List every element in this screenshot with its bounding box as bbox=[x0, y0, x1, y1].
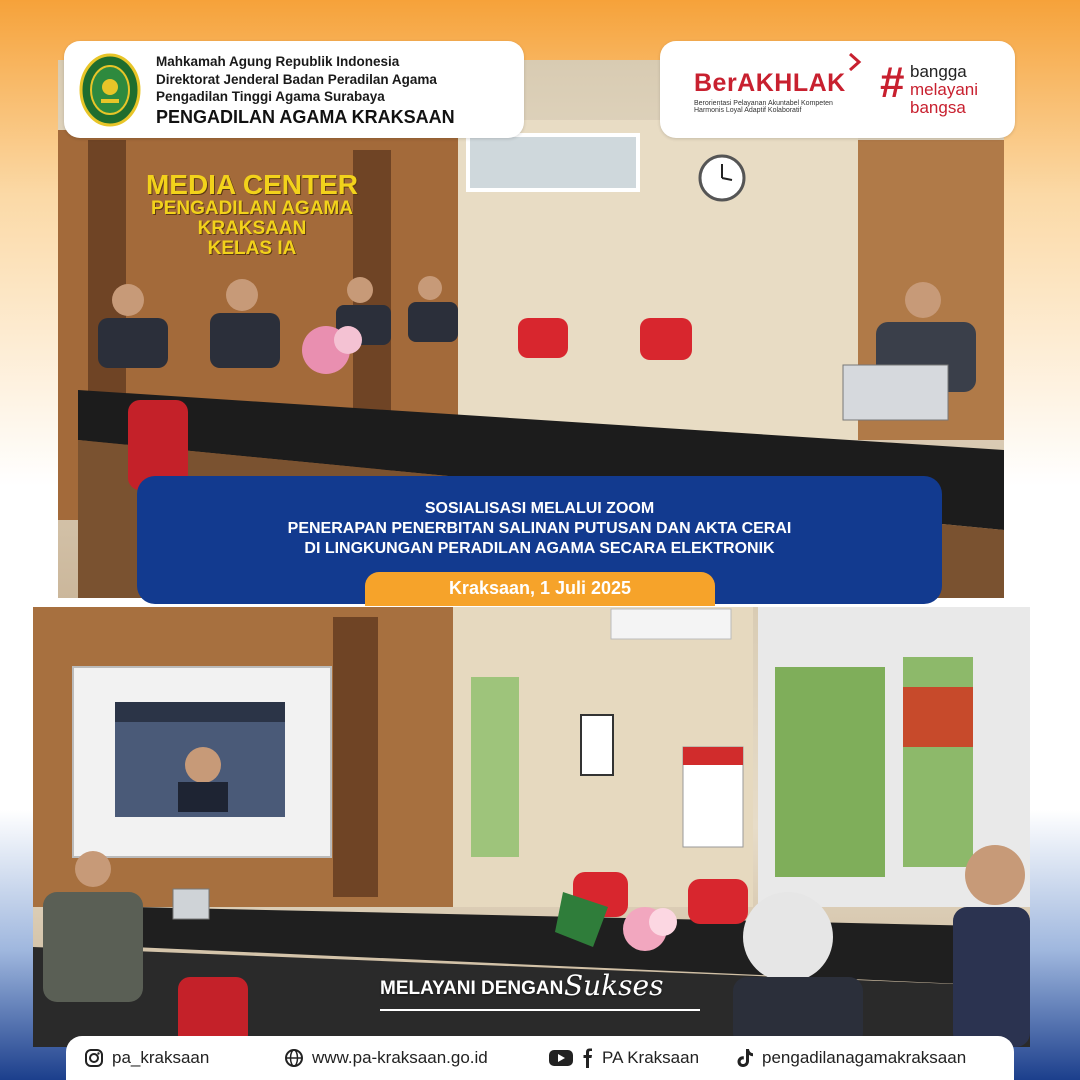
motto bbox=[380, 969, 710, 1015]
chevron-icon bbox=[848, 53, 862, 71]
court-emblem-icon bbox=[79, 53, 141, 127]
banner-line-1: SOSIALISASI MELALUI ZOOM bbox=[424, 500, 655, 517]
facebook-icon bbox=[582, 1048, 594, 1068]
media-center-sign bbox=[142, 170, 362, 259]
sign-line: KELAS IA bbox=[207, 238, 297, 260]
berakhlak-logo bbox=[694, 69, 846, 114]
globe-icon bbox=[284, 1048, 304, 1068]
tiktok-handle: pengadilanagamakraksaan bbox=[762, 1048, 967, 1067]
bangga-melayani-logo bbox=[910, 63, 978, 117]
tiktok-icon bbox=[736, 1048, 754, 1068]
bangga-word: bangga bbox=[910, 62, 967, 81]
tiktok-link[interactable] bbox=[736, 1048, 966, 1068]
berakhlak-tagline-2: Harmonis Loyal Adaptif Kolaboratif bbox=[694, 107, 802, 114]
motto-script: Sukses bbox=[564, 969, 664, 1002]
berakhlak-wordmark: BerAKHLAK bbox=[694, 69, 846, 97]
website-url: www.pa-kraksaan.go.id bbox=[312, 1048, 488, 1067]
facebook-name: PA Kraksaan bbox=[602, 1048, 700, 1067]
hashtag-icon: # bbox=[880, 58, 905, 107]
header-line-1: Mahkamah Agung Republik Indonesia bbox=[156, 54, 400, 69]
sign-line: PENGADILAN AGAMA bbox=[151, 198, 353, 220]
header-line-3: Pengadilan Tinggi Agama Surabaya bbox=[156, 89, 385, 104]
youtube-icon bbox=[548, 1048, 574, 1068]
values-logos bbox=[660, 41, 1015, 138]
institution-header bbox=[64, 41, 524, 138]
website-link[interactable] bbox=[284, 1048, 488, 1068]
banner-line-2: PENERAPAN PENERBITAN SALINAN PUTUSAN DAN AKTA CERAI bbox=[287, 520, 792, 537]
motto-underline bbox=[380, 1009, 700, 1011]
sign-line: KRAKSAAN bbox=[197, 218, 307, 240]
instagram-icon bbox=[84, 1048, 104, 1068]
bangsa-word: bangsa bbox=[910, 97, 966, 117]
institution-name: PENGADILAN AGAMA KRAKSAAN bbox=[156, 107, 455, 127]
melayani-word: melayani bbox=[910, 79, 979, 99]
banner-line-3: DI LINGKUNGAN PERADILAN AGAMA SECARA ELEKTRONIK bbox=[304, 540, 775, 557]
facebook-youtube-link[interactable] bbox=[548, 1048, 699, 1068]
instagram-link[interactable] bbox=[84, 1048, 209, 1068]
social-footer bbox=[66, 1036, 1014, 1080]
berakhlak-tagline-1: Berorientasi Pelayanan Akuntabel Kompeten bbox=[694, 100, 833, 107]
sign-line: MEDIA CENTER bbox=[145, 169, 359, 200]
header-line-2: Direktorat Jenderal Badan Peradilan Agama bbox=[156, 72, 437, 87]
motto-text: MELAYANI DENGAN bbox=[380, 978, 564, 999]
event-date: Kraksaan, 1 Juli 2025 bbox=[365, 572, 715, 606]
instagram-handle: pa_kraksaan bbox=[112, 1048, 210, 1067]
